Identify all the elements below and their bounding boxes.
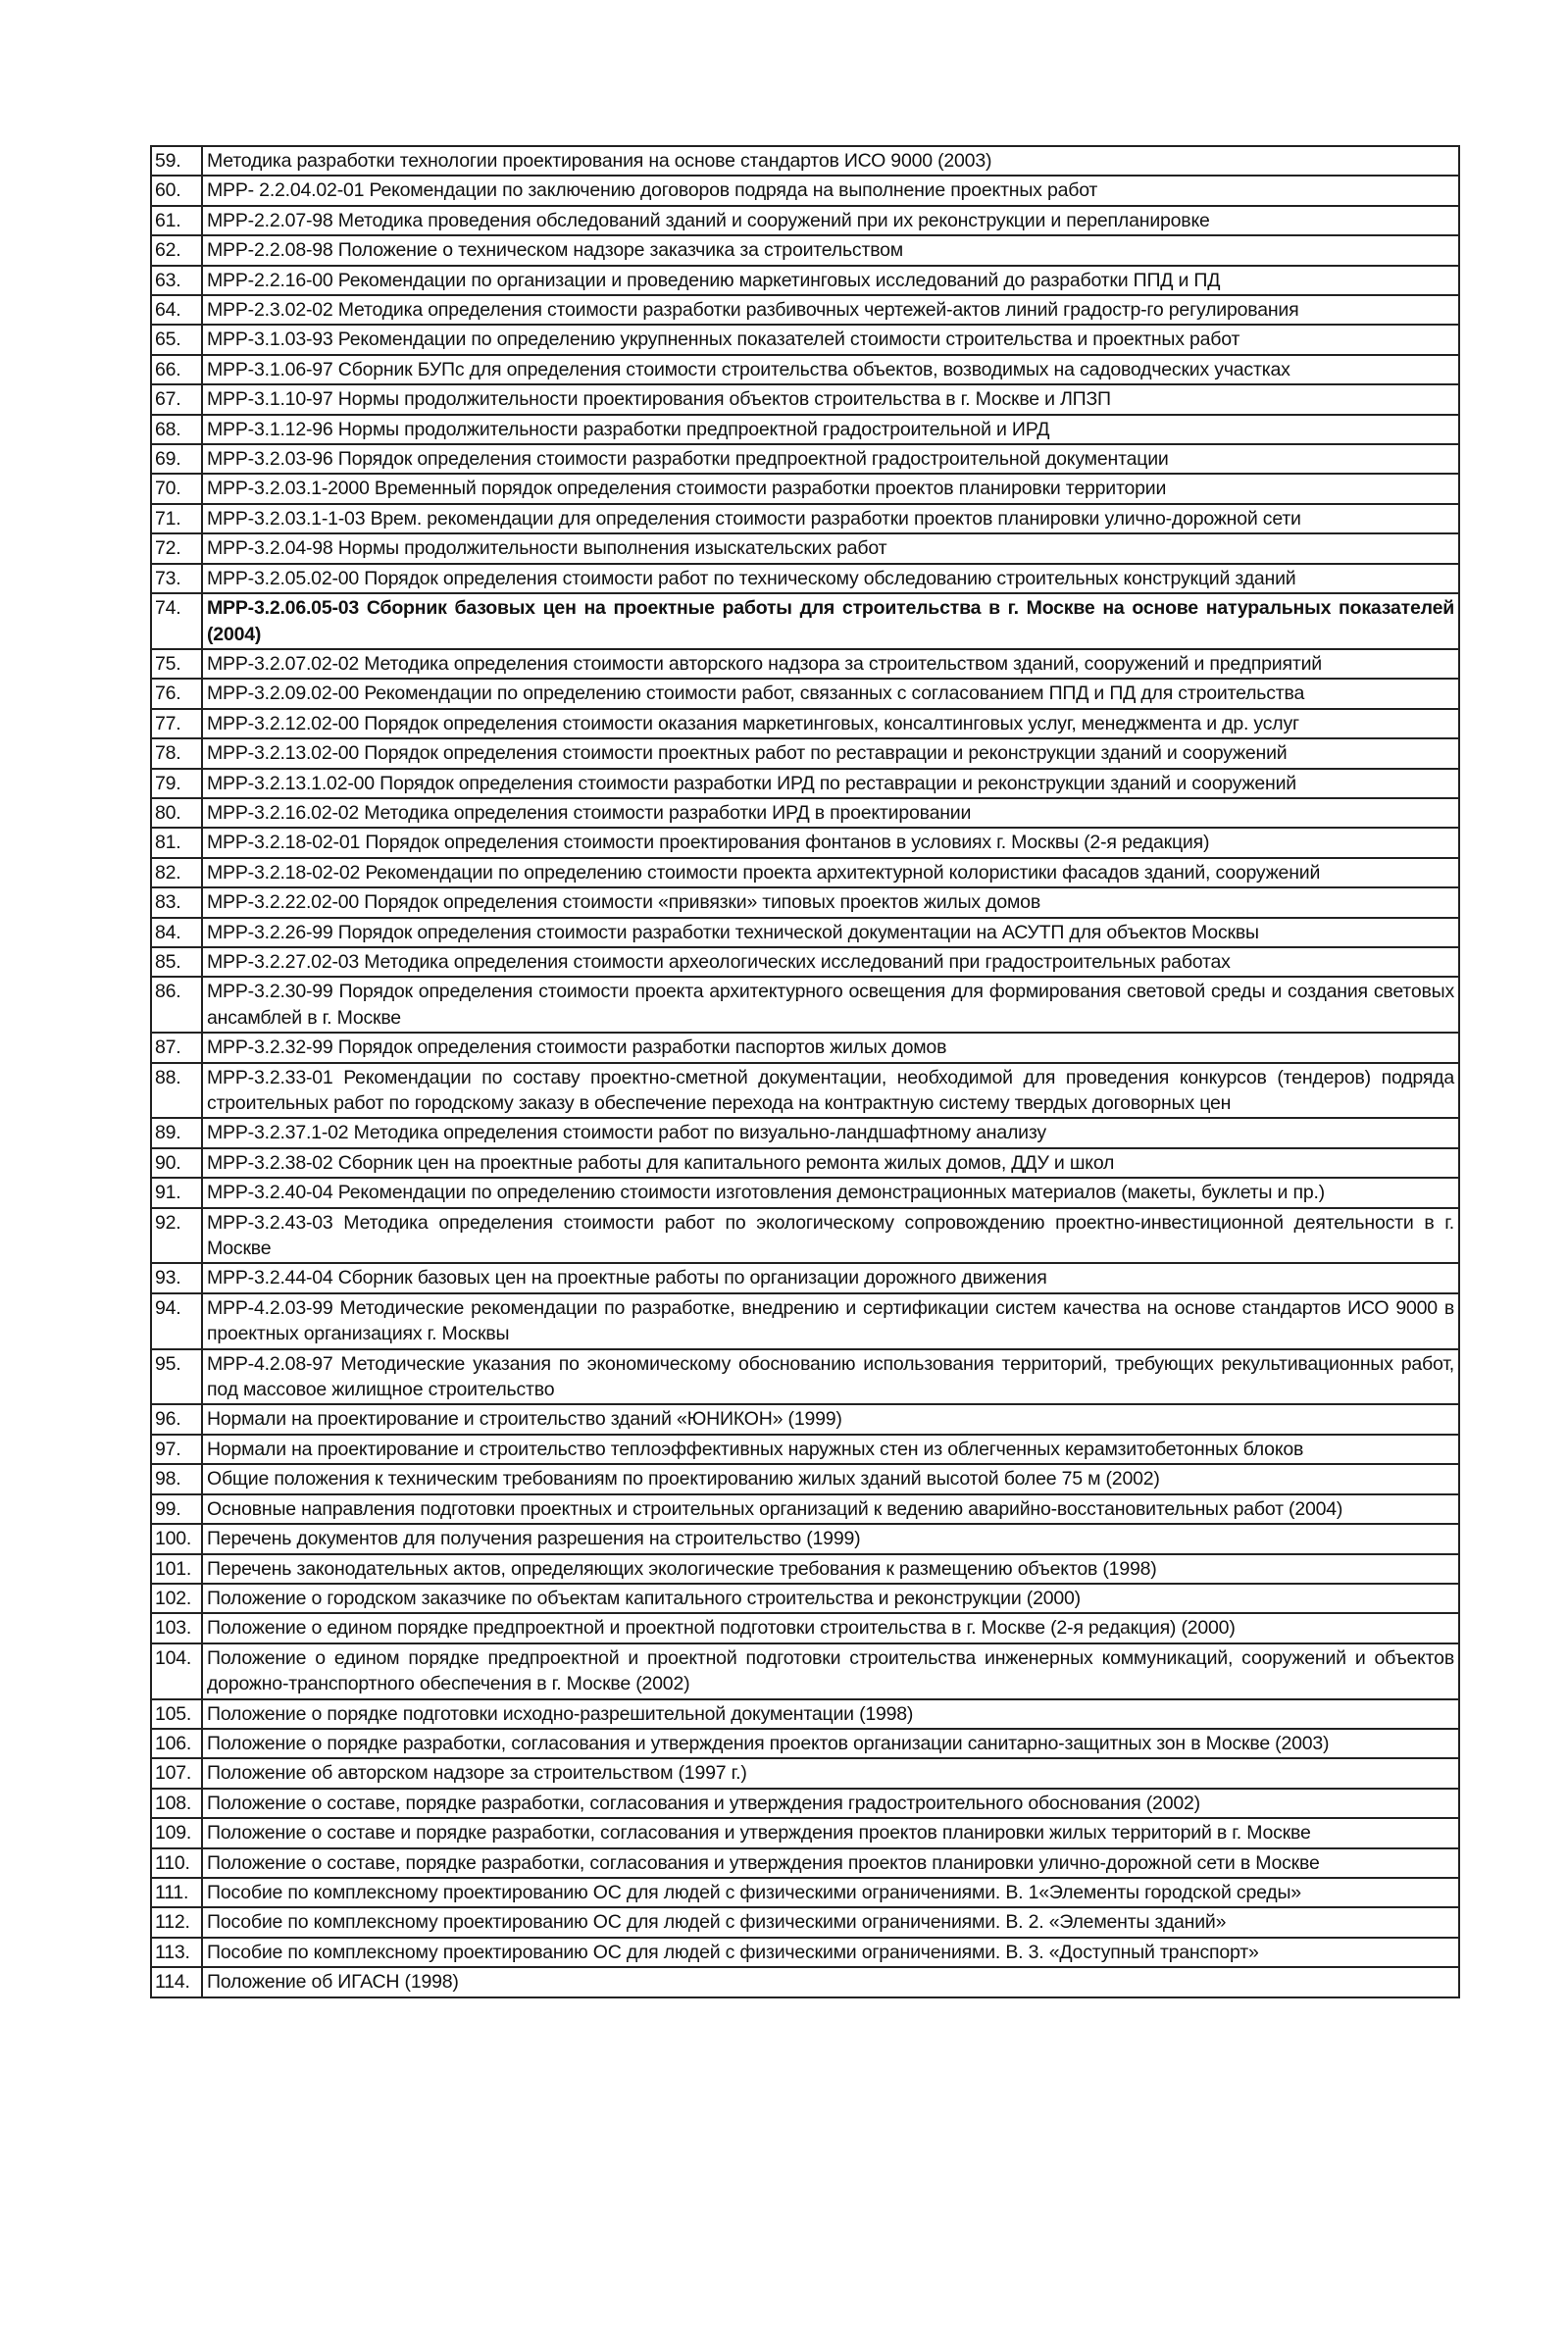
- document-title: Положение о порядке подготовки исходно-разрешительной документации (1998): [202, 1699, 1459, 1729]
- row-number: 102.: [151, 1584, 202, 1613]
- document-title: Нормали на проектирование и строительство теплоэффективных наружных стен из облегченных керамзитобетонных блоков: [202, 1435, 1459, 1464]
- row-number: 93.: [151, 1263, 202, 1292]
- table-row: [151, 1907, 1459, 1937]
- row-number: 92.: [151, 1208, 202, 1264]
- document-title: МРР-3.2.18-02-02 Рекомендации по определению стоимости проекта архитектурной колористики фасадов зданий, сооружений: [202, 858, 1459, 887]
- row-number: 91.: [151, 1178, 202, 1207]
- row-number: 76.: [151, 679, 202, 708]
- row-number: 59.: [151, 146, 202, 176]
- table-row: [151, 325, 1459, 354]
- table-row: [151, 947, 1459, 977]
- document-title: МРР- 2.2.04.02-01 Рекомендации по заключению договоров подряда на выполнение проектных работ: [202, 176, 1459, 205]
- document-title: Положение о составе, порядке разработки, согласования и утверждения проектов планировки улично-дорожной сети в Москве: [202, 1848, 1459, 1878]
- row-number: 95.: [151, 1349, 202, 1405]
- document-title: Положение об ИГАСН (1998): [202, 1967, 1459, 1996]
- table-row: [151, 1818, 1459, 1847]
- document-title: МРР-3.2.13.1.02-00 Порядок определения стоимости разработки ИРД по реставрации и реконструкции зданий и сооружений: [202, 769, 1459, 798]
- table-row: [151, 1349, 1459, 1405]
- row-number: 66.: [151, 355, 202, 384]
- table-row: [151, 355, 1459, 384]
- row-number: 103.: [151, 1613, 202, 1643]
- table-row: [151, 649, 1459, 679]
- table-row: [151, 709, 1459, 738]
- table-row: [151, 1758, 1459, 1788]
- row-number: 73.: [151, 564, 202, 593]
- row-number: 104.: [151, 1643, 202, 1699]
- table-row: [151, 444, 1459, 474]
- row-number: 79.: [151, 769, 202, 798]
- table-row: [151, 1435, 1459, 1464]
- table-row: [151, 1699, 1459, 1729]
- document-title: МРР-2.2.07-98 Методика проведения обследований зданий и сооружений при их реконструкции и перепланировке: [202, 206, 1459, 235]
- document-title: МРР-3.2.06.05-03 Сборник базовых цен на проектные работы для строительства в г. Москве на основе натуральных показателей (2004): [202, 593, 1459, 649]
- document-title: Перечень законодательных актов, определяющих экологические требования к размещению объектов (1998): [202, 1554, 1459, 1584]
- document-title: МРР-3.2.40-04 Рекомендации по определению стоимости изготовления демонстрационных материалов (макеты, буклеты и пр.): [202, 1178, 1459, 1207]
- document-title: МРР-3.2.26-99 Порядок определения стоимости разработки технической документации на АСУТП для объектов Москвы: [202, 918, 1459, 947]
- row-number: 61.: [151, 206, 202, 235]
- table-row: [151, 1584, 1459, 1613]
- document-title: МРР-3.2.13.02-00 Порядок определения стоимости проектных работ по реставрации и реконструкции зданий и сооружений: [202, 738, 1459, 768]
- row-number: 114.: [151, 1967, 202, 1996]
- document-title: Положение об авторском надзоре за строительством (1997 г.): [202, 1758, 1459, 1788]
- document-title: МРР-3.1.10-97 Нормы продолжительности проектирования объектов строительства в г. Москве и ЛПЗП: [202, 384, 1459, 414]
- table-row: [151, 295, 1459, 325]
- document-title: МРР-3.2.16.02-02 Методика определения стоимости разработки ИРД в проектировании: [202, 798, 1459, 828]
- table-row: [151, 887, 1459, 917]
- row-number: 89.: [151, 1118, 202, 1147]
- row-number: 86.: [151, 977, 202, 1033]
- document-title: МРР-3.1.03-93 Рекомендации по определению укрупненных показателей стоимости строительства и проектных работ: [202, 325, 1459, 354]
- table-row: [151, 146, 1459, 176]
- row-number: 63.: [151, 266, 202, 295]
- table-body: [151, 146, 1459, 1997]
- table-row: [151, 798, 1459, 828]
- document-title: МРР-3.2.32-99 Порядок определения стоимости разработки паспортов жилых домов: [202, 1033, 1459, 1062]
- row-number: 77.: [151, 709, 202, 738]
- row-number: 69.: [151, 444, 202, 474]
- document-title: Положение о порядке разработки, согласования и утверждения проектов организации санитарно-защитных зон в Москве (2003): [202, 1729, 1459, 1758]
- row-number: 74.: [151, 593, 202, 649]
- table-row: [151, 918, 1459, 947]
- document-title: Положение о составе, порядке разработки, согласования и утверждения градостроительного обоснования (2002): [202, 1789, 1459, 1818]
- table-row: [151, 1967, 1459, 1996]
- row-number: 83.: [151, 887, 202, 917]
- document-title: МРР-3.2.09.02-00 Рекомендации по определению стоимости работ, связанных с согласованием ППД и ПД для строительства: [202, 679, 1459, 708]
- table-row: [151, 564, 1459, 593]
- row-number: 82.: [151, 858, 202, 887]
- table-row: [151, 1118, 1459, 1147]
- row-number: 97.: [151, 1435, 202, 1464]
- row-number: 99.: [151, 1494, 202, 1524]
- document-title: Методика разработки технологии проектирования на основе стандартов ИСО 9000 (2003): [202, 146, 1459, 176]
- table-row: [151, 1404, 1459, 1434]
- document-title: Пособие по комплексному проектированию ОС для людей с физическими ограничениями. В. 3. «Доступный транспорт»: [202, 1938, 1459, 1967]
- document-title: МРР-3.2.03.1-1-03 Врем. рекомендации для определения стоимости разработки проектов планировки улично-дорожной сети: [202, 504, 1459, 533]
- document-title: Пособие по комплексному проектированию ОС для людей с физическими ограничениями. В. 1«Элементы городской среды»: [202, 1878, 1459, 1907]
- row-number: 71.: [151, 504, 202, 533]
- table-row: [151, 1789, 1459, 1818]
- table-row: [151, 769, 1459, 798]
- table-row: [151, 1613, 1459, 1643]
- table-row: [151, 1033, 1459, 1062]
- document-title: МРР-3.2.18-02-01 Порядок определения стоимости проектирования фонтанов в условиях г. Москвы (2-я редакция): [202, 828, 1459, 857]
- row-number: 81.: [151, 828, 202, 857]
- row-number: 105.: [151, 1699, 202, 1729]
- table-row: [151, 1938, 1459, 1967]
- row-number: 68.: [151, 415, 202, 444]
- row-number: 72.: [151, 533, 202, 563]
- row-number: 113.: [151, 1938, 202, 1967]
- document-title: МРР-4.2.08-97 Методические указания по экономическому обоснованию использования территорий, требующих рекультивационных работ, под массовое жилищное строительство: [202, 1349, 1459, 1405]
- document-title: МРР-3.2.22.02-00 Порядок определения стоимости «привязки» типовых проектов жилых домов: [202, 887, 1459, 917]
- table-row: [151, 1848, 1459, 1878]
- table-row: [151, 384, 1459, 414]
- table-row: [151, 858, 1459, 887]
- row-number: 78.: [151, 738, 202, 768]
- table-row: [151, 1208, 1459, 1264]
- row-number: 87.: [151, 1033, 202, 1062]
- table-row: [151, 1178, 1459, 1207]
- row-number: 111.: [151, 1878, 202, 1907]
- table-row: [151, 1524, 1459, 1553]
- table-row: [151, 206, 1459, 235]
- document-title: МРР-3.2.30-99 Порядок определения стоимости проекта архитектурного освещения для формирования световой среды и создания световых ансамблей в г. Москве: [202, 977, 1459, 1033]
- table-row: [151, 1293, 1459, 1349]
- document-title: Положение о городском заказчике по объектам капитального строительства и реконструкции (2000): [202, 1584, 1459, 1613]
- normative-documents-table: [150, 145, 1460, 1998]
- row-number: 67.: [151, 384, 202, 414]
- row-number: 106.: [151, 1729, 202, 1758]
- table-row: [151, 1063, 1459, 1119]
- row-number: 109.: [151, 1818, 202, 1847]
- row-number: 100.: [151, 1524, 202, 1553]
- document-title: МРР-3.2.03-96 Порядок определения стоимости разработки предпроектной градостроительной документации: [202, 444, 1459, 474]
- document-title: МРР-3.2.38-02 Сборник цен на проектные работы для капитального ремонта жилых домов, ДДУ и школ: [202, 1148, 1459, 1178]
- document-title: Нормали на проектирование и строительство зданий «ЮНИКОН» (1999): [202, 1404, 1459, 1434]
- row-number: 94.: [151, 1293, 202, 1349]
- row-number: 60.: [151, 176, 202, 205]
- document-title: Пособие по комплексному проектированию ОС для людей с физическими ограничениями. В. 2. «Элементы зданий»: [202, 1907, 1459, 1937]
- table-row: [151, 415, 1459, 444]
- row-number: 80.: [151, 798, 202, 828]
- table-row: [151, 977, 1459, 1033]
- row-number: 64.: [151, 295, 202, 325]
- table-row: [151, 828, 1459, 857]
- document-title: МРР-2.3.02-02 Методика определения стоимости разработки разбивочных чертежей-актов линий градостр-го регулирования: [202, 295, 1459, 325]
- row-number: 75.: [151, 649, 202, 679]
- document-title: Основные направления подготовки проектных и строительных организаций к ведению аварийно-восстановительных работ (2004): [202, 1494, 1459, 1524]
- document-title: МРР-3.2.44-04 Сборник базовых цен на проектные работы по организации дорожного движения: [202, 1263, 1459, 1292]
- table-row: [151, 593, 1459, 649]
- document-title: МРР-3.2.43-03 Методика определения стоимости работ по экологическому сопровождению проектно-инвестиционной деятельности в г. Москве: [202, 1208, 1459, 1264]
- document-title: Положение о составе и порядке разработки, согласования и утверждения проектов планировки жилых территорий в г. Москве: [202, 1818, 1459, 1847]
- document-title: МРР-3.1.12-96 Нормы продолжительности разработки предпроектной градостроительной и ИРД: [202, 415, 1459, 444]
- document-title: МРР-3.2.05.02-00 Порядок определения стоимости работ по техническому обследованию строительных конструкций зданий: [202, 564, 1459, 593]
- table-row: [151, 1263, 1459, 1292]
- row-number: 110.: [151, 1848, 202, 1878]
- table-row: [151, 533, 1459, 563]
- table-row: [151, 738, 1459, 768]
- table-row: [151, 1494, 1459, 1524]
- table-row: [151, 1729, 1459, 1758]
- table-row: [151, 474, 1459, 503]
- document-title: МРР-3.2.07.02-02 Методика определения стоимости авторского надзора за строительством зданий, сооружений и предприятий: [202, 649, 1459, 679]
- table-row: [151, 679, 1459, 708]
- document-title: Положение о едином порядке предпроектной и проектной подготовки строительства в г. Москве (2-я редакция) (2000): [202, 1613, 1459, 1643]
- row-number: 112.: [151, 1907, 202, 1937]
- document-title: МРР-3.2.33-01 Рекомендации по составу проектно-сметной документации, необходимой для проведения конкурсов (тендеров) подряда строительных работ по городскому заказу в обеспечение перехода на контрактную систему твердых договорных цен: [202, 1063, 1459, 1119]
- table-row: [151, 504, 1459, 533]
- row-number: 98.: [151, 1464, 202, 1493]
- document-page: [150, 145, 1460, 1998]
- row-number: 108.: [151, 1789, 202, 1818]
- document-title: МРР-3.2.03.1-2000 Временный порядок определения стоимости разработки проектов планировки территории: [202, 474, 1459, 503]
- row-number: 70.: [151, 474, 202, 503]
- table-row: [151, 1148, 1459, 1178]
- document-title: МРР-3.2.12.02-00 Порядок определения стоимости оказания маркетинговых, консалтинговых услуг, менеджмента и др. услуг: [202, 709, 1459, 738]
- table-row: [151, 1643, 1459, 1699]
- document-title: МРР-3.1.06-97 Сборник БУПс для определения стоимости строительства объектов, возводимых на садоводческих участках: [202, 355, 1459, 384]
- row-number: 84.: [151, 918, 202, 947]
- table-row: [151, 176, 1459, 205]
- document-title: МРР-3.2.37.1-02 Методика определения стоимости работ по визуально-ландшафтному анализу: [202, 1118, 1459, 1147]
- table-row: [151, 1554, 1459, 1584]
- row-number: 107.: [151, 1758, 202, 1788]
- row-number: 62.: [151, 235, 202, 265]
- row-number: 65.: [151, 325, 202, 354]
- row-number: 85.: [151, 947, 202, 977]
- document-title: Положение о едином порядке предпроектной и проектной подготовки строительства инженерных коммуникаций, сооружений и объектов дорожно-транспортного обеспечения в г. Москве (2002): [202, 1643, 1459, 1699]
- row-number: 101.: [151, 1554, 202, 1584]
- table-row: [151, 1878, 1459, 1907]
- document-title: МРР-3.2.04-98 Нормы продолжительности выполнения изыскательских работ: [202, 533, 1459, 563]
- document-title: МРР-2.2.08-98 Положение о техническом надзоре заказчика за строительством: [202, 235, 1459, 265]
- document-title: МРР-3.2.27.02-03 Методика определения стоимости археологических исследований при градостроительных работах: [202, 947, 1459, 977]
- document-title: Общие положения к техническим требованиям по проектированию жилых зданий высотой более 75 м (2002): [202, 1464, 1459, 1493]
- row-number: 88.: [151, 1063, 202, 1119]
- table-row: [151, 235, 1459, 265]
- document-title: МРР-4.2.03-99 Методические рекомендации по разработке, внедрению и сертификации систем качества на основе стандартов ИСО 9000 в проектных организациях г. Москвы: [202, 1293, 1459, 1349]
- table-row: [151, 266, 1459, 295]
- table-row: [151, 1464, 1459, 1493]
- document-title: МРР-2.2.16-00 Рекомендации по организации и проведению маркетинговых исследований до разработки ППД и ПД: [202, 266, 1459, 295]
- row-number: 90.: [151, 1148, 202, 1178]
- document-title: Перечень документов для получения разрешения на строительство (1999): [202, 1524, 1459, 1553]
- row-number: 96.: [151, 1404, 202, 1434]
